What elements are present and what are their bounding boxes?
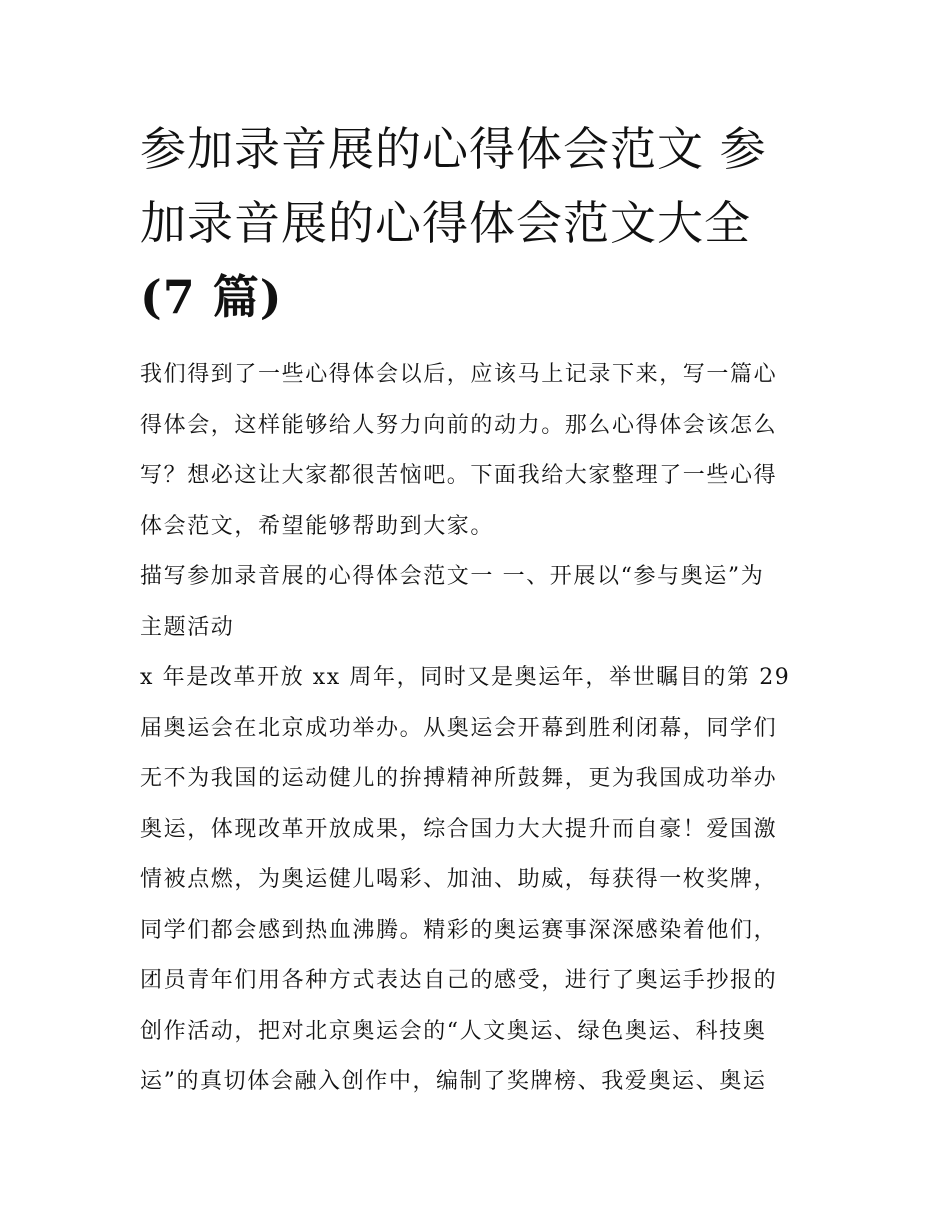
title-line: (7 篇) bbox=[140, 270, 283, 324]
document-title bbox=[140, 112, 812, 334]
section-heading bbox=[140, 552, 812, 653]
text-line: 描写参加录音展的心得体会范文一 一、开展以“参与奥运”为 bbox=[140, 564, 765, 589]
text-line: 无不为我国的运动健儿的拚搏精神所鼓舞，更为我国成功举办 bbox=[140, 766, 778, 791]
document-content bbox=[140, 112, 812, 1108]
text-line: x 年是改革开放 xx 周年，同时又是奥运年，举世瞩目的第 29 bbox=[140, 665, 791, 690]
text-line: 我们得到了一些心得体会以后，应该马上记录下来，写一篇心 bbox=[140, 362, 778, 387]
text-line: 运”的真切体会融入创作中，编制了奖牌榜、我爱奥运、奥运 bbox=[140, 1069, 767, 1094]
text-line: 团员青年们用各种方式表达自己的感受，进行了奥运手抄报的 bbox=[140, 968, 778, 993]
text-line: 写？想必这让大家都很苦恼吧。下面我给大家整理了一些心得 bbox=[140, 463, 778, 488]
text-line: 得体会，这样能够给人努力向前的动力。那么心得体会该怎么 bbox=[140, 412, 778, 438]
body-paragraph bbox=[140, 653, 812, 1108]
title-line: 加录音展的心得体会范文大全 bbox=[140, 196, 751, 250]
text-line: 主题活动 bbox=[140, 614, 235, 640]
document-body bbox=[140, 350, 812, 1108]
title-line: 参加录音展的心得体会范文 参 bbox=[140, 122, 767, 176]
intro-paragraph bbox=[140, 350, 812, 552]
text-line: 体会范文，希望能够帮助到大家。 bbox=[140, 513, 495, 539]
text-line: 创作活动，把对北京奥运会的“人文奥运、绿色奥运、科技奥 bbox=[140, 1018, 767, 1044]
text-line: 同学们都会感到热血沸腾。精彩的奥运赛事深深感染着他们， bbox=[140, 917, 778, 943]
text-line: 情被点燃，为奥运健儿喝彩、加油、助威，每获得一枚奖牌， bbox=[140, 867, 778, 892]
text-line: 奥运，体现改革开放成果，综合国力大大提升而自豪！爱国激 bbox=[140, 816, 778, 842]
text-line: 届奥运会在北京成功举办。从奥运会开幕到胜利闭幕，同学们 bbox=[140, 715, 778, 741]
